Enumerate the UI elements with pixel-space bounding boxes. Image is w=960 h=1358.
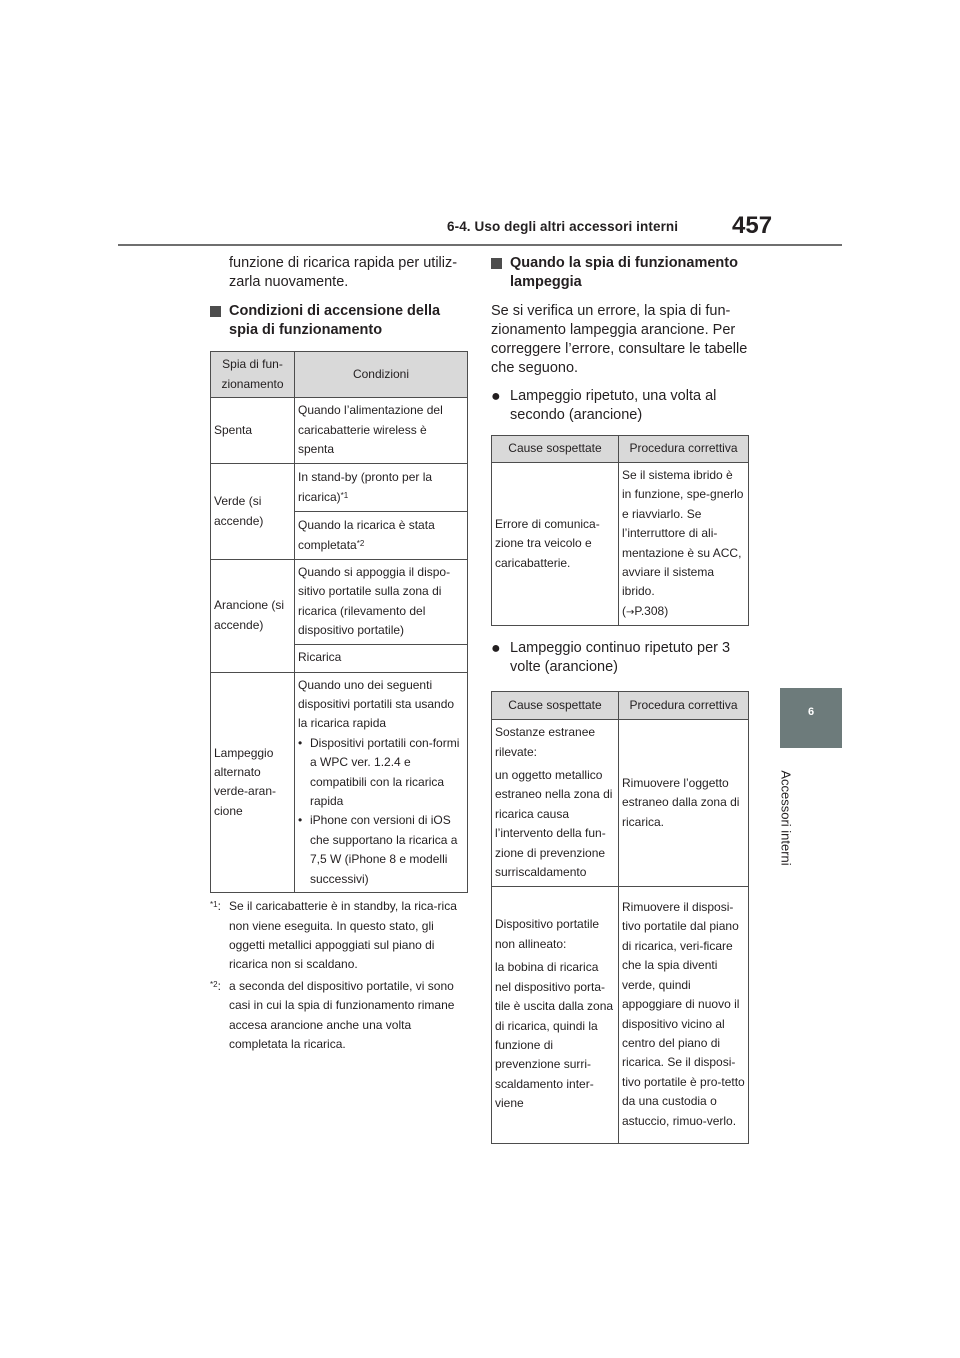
- condition-cell: Ricarica: [295, 644, 468, 672]
- header-cell: Procedura correttiva: [619, 436, 749, 463]
- header-cell: Cause sospettate: [492, 692, 619, 720]
- bullet-icon: •: [298, 813, 303, 828]
- table-row: [492, 463, 749, 626]
- status-cell: Verde (si accende): [211, 464, 295, 560]
- cause-cell: Dispositivo portatile non allineato: la bobina di ricarica nel dispositivo porta-tile è uscita dalla zona di ricarica, quindi la funzione di prevenzione surri-scaldamento inter-viene: [492, 886, 619, 1143]
- section-heading-blinking: [491, 254, 753, 292]
- bullet-text: Lampeggio continuo ripetuto per 3 volte (arancione): [510, 640, 731, 676]
- table-row: [211, 464, 468, 512]
- cause-cell: Sostanze estranee rilevate: un oggetto metallico estraneo nella zona di ricarica causa l’intervento della fun-zione di prevenzione surriscaldamento: [492, 720, 619, 886]
- left-column: [210, 254, 472, 1054]
- list-item: • Dispositivi portatili con-formi a WPC ver. 1.2.4 e compatibili con la ricarica rapida: [298, 734, 464, 812]
- round-bullet-icon: ●: [491, 388, 501, 405]
- condition-cell: Quando la ricarica è stata completata$^{*2}$: [295, 512, 468, 560]
- footnote-mark: *2: [210, 979, 218, 989]
- footnote-mark: *2: [356, 538, 365, 548]
- procedure-cell: Rimuovere il disposi-tivo portatile dal piano di ricarica, veri-ficare che la spia diventi verde, quindi appoggiare di nuovo il dispositivo vicino al centro del piano di ricarica. Se il disposi-tivo portatile è pro-tetto da una custodia o astuccio, rimuo-verlo.: [619, 886, 749, 1143]
- arrow-right-icon: →: [626, 606, 635, 618]
- procedure-cell: Se il sistema ibrido è in funzione, spe-gnerlo e riavviarlo. Se l’interruttore di ali-mentazione è su ACC, avviare il sistema ibrido. (→P.308): [619, 463, 749, 626]
- footnote: $^{*1}$: Se il caricabatterie è in standby, la rica-rica non viene eseguita. In questo stato, gli oggetti metallici appoggiati sul piano di ricarica non si scaldano.: [210, 897, 472, 975]
- bullet-icon: •: [298, 735, 303, 750]
- cause-cell: Errore di comunica-zione tra veicolo e caricabatterie.: [492, 463, 619, 626]
- chapter-number: 6: [807, 706, 815, 718]
- table-row: [492, 720, 749, 886]
- table-row: [211, 398, 468, 464]
- right-column: [491, 254, 753, 1144]
- footnotes: [210, 897, 472, 1054]
- heading-text: Condizioni di accensione della spia di funzionamento: [229, 303, 441, 338]
- page-number: 457: [732, 212, 773, 239]
- error-table-1: [491, 435, 749, 626]
- header-cell: Procedura correttiva: [619, 692, 749, 720]
- table-header-row: [492, 692, 749, 720]
- bullet-item: [491, 387, 753, 425]
- footnote-mark: *1: [210, 900, 218, 910]
- condition-cell: Quando uno dei seguenti dispositivi portatili sta usando la ricarica rapida • Dispositivi portatili con-formi a WPC ver. 1.2.4 e compatibili con la ricarica rapida • iPhone con versioni di iOS che supportano la ricarica a 7,5 W (iPhone 8 e modelli successivi): [295, 672, 468, 892]
- table-header-row: [211, 352, 468, 398]
- chapter-tab: [780, 688, 842, 748]
- footnote-text: a seconda del dispositivo portatile, vi sono casi in cui la spia di funzionamento rimane accesa arancione anche una volta completata la ricarica.: [229, 978, 455, 1051]
- header-cell: Spia di fun-zionamento: [211, 352, 295, 398]
- explanation-paragraph: Se si verifica un errore, la spia di fun-zionamento lampeggia arancione. Per correggere l’errore, consultare le tabelle che seguono.: [491, 303, 748, 376]
- section-heading-conditions: [210, 302, 472, 340]
- status-cell: Lampeggio alternato verde-aran-cione: [211, 672, 295, 892]
- list-item: • iPhone con versioni di iOS che supportano la ricarica a 7,5 W (iPhone 8 e modelli successivi): [298, 811, 464, 889]
- conditions-table: [210, 351, 468, 893]
- page-reference[interactable]: P.308: [634, 603, 665, 618]
- chapter-title-vertical: [776, 758, 796, 878]
- condition-cell: Quando l’alimentazione del caricabatterie wireless è spenta: [295, 398, 468, 464]
- table-header-row: [492, 436, 749, 463]
- status-cell: Arancione (si accende): [211, 560, 295, 673]
- section-title: 6-4. Uso degli altri accessori interni: [447, 219, 679, 234]
- chapter-title: Accessori interni: [778, 770, 794, 866]
- header-rule: [118, 244, 842, 246]
- condition-cell: In stand-by (pronto per la ricarica)$^{*1}$: [295, 464, 468, 512]
- error-table-2: [491, 691, 749, 1143]
- footnote: $^{*2}$: a seconda del dispositivo portatile, vi sono casi in cui la spia di funzionamento rimane accesa arancione anche una volta completata la ricarica.: [210, 977, 472, 1055]
- condition-cell: Quando si appoggia il dispo-sitivo portatile sulla zona di ricarica (rilevamento del dispositivo portatile): [295, 560, 468, 645]
- header-cell: Cause sospettate: [492, 436, 619, 463]
- square-bullet-icon: [491, 258, 502, 269]
- table-row: [492, 886, 749, 1143]
- procedure-cell: Rimuovere l’oggetto estraneo dalla zona di ricarica.: [619, 720, 749, 886]
- status-cell: Spenta: [211, 398, 295, 464]
- round-bullet-icon: ●: [491, 640, 501, 658]
- heading-text: Quando la spia di funzionamento lampeggia: [510, 255, 738, 290]
- square-bullet-icon: [210, 306, 221, 317]
- intro-text: funzione di ricarica rapida per utiliz-zarla nuovamente.: [229, 255, 458, 290]
- bullet-text: Lampeggio ripetuto, una volta al secondo (arancione): [510, 388, 717, 423]
- condition-list: [298, 734, 464, 889]
- header-cell: Condizioni: [295, 352, 468, 398]
- footnote-text: Se il caricabatterie è in standby, la rica-rica non viene eseguita. In questo stato, gli oggetti metallici appoggiati sul piano di ricarica non si scaldano.: [229, 899, 457, 972]
- footnote-mark: *1: [340, 490, 349, 500]
- table-row: [211, 560, 468, 645]
- bullet-item: [491, 639, 753, 677]
- table-row: [211, 672, 468, 892]
